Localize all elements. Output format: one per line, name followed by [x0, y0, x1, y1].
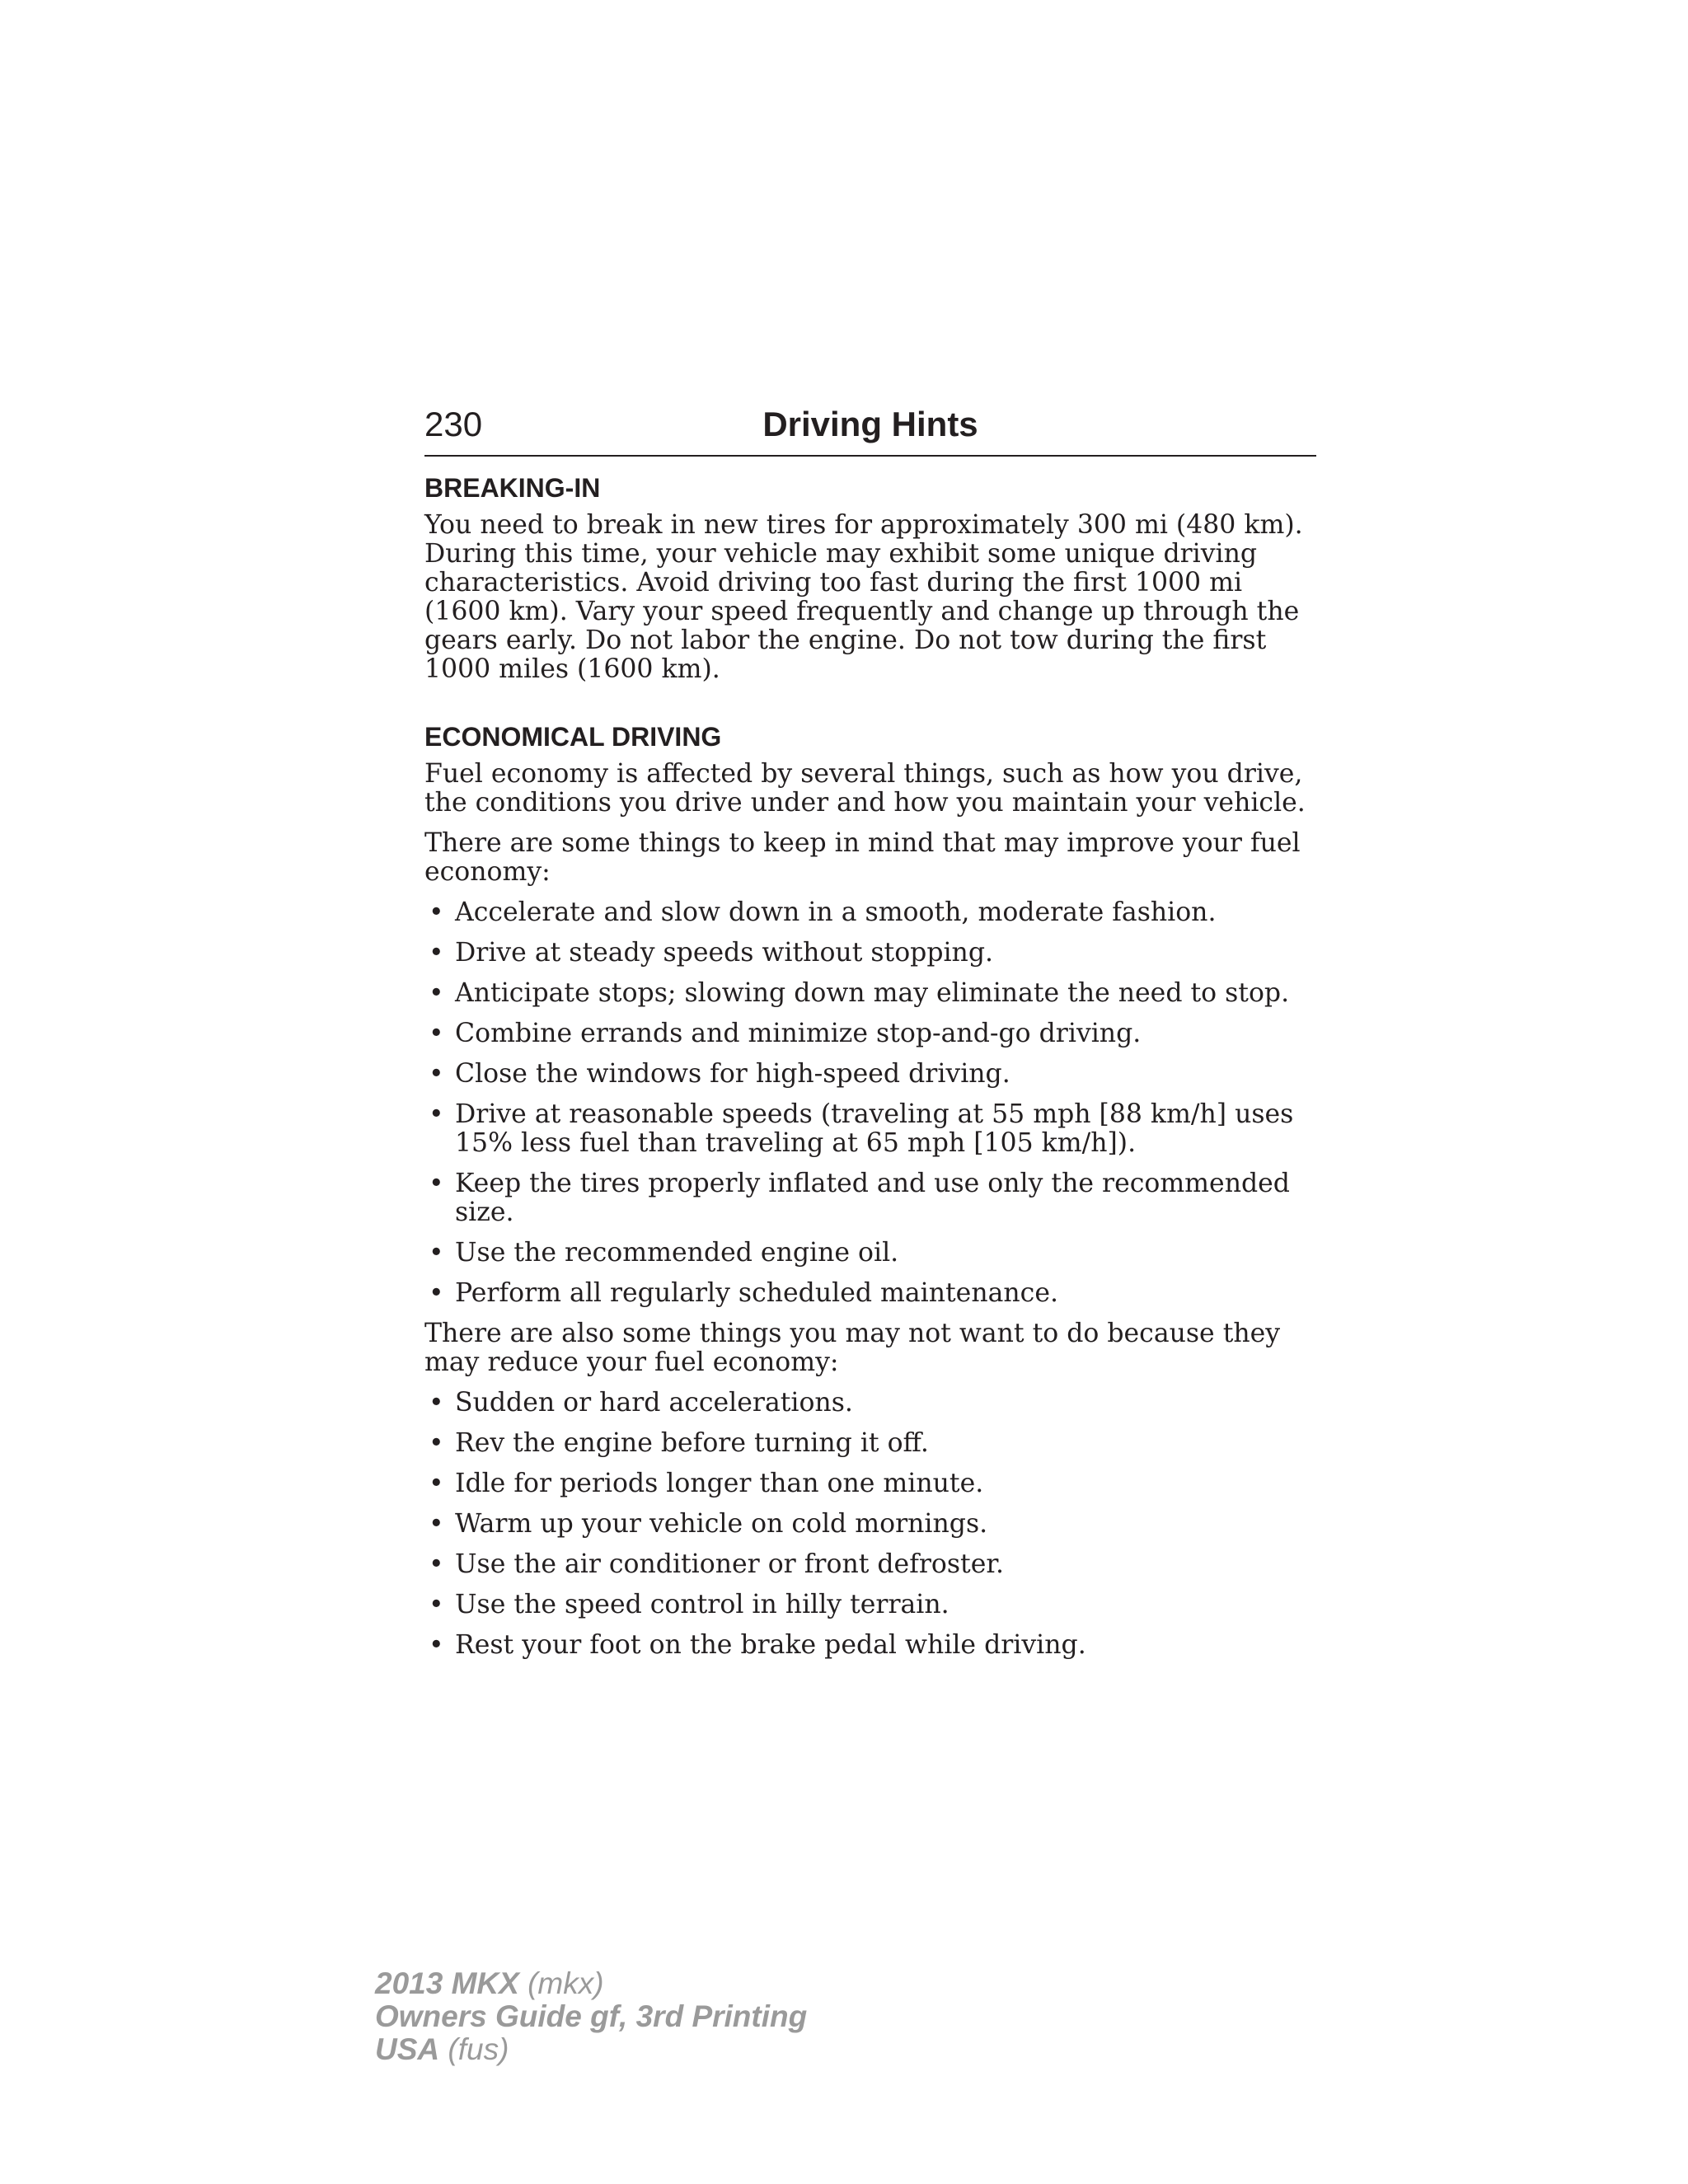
list-item: • Use the air conditioner or front defroster.	[424, 1550, 1323, 1579]
avoid-intro-paragraph: There are also some things you may not want to do because they may reduce your fuel economy:	[424, 1319, 1281, 1377]
footer-region-code: (fus)	[448, 2032, 509, 2066]
page-header	[424, 404, 1316, 457]
list-item: • Use the recommended engine oil.	[424, 1239, 1323, 1268]
list-item: • Rev the engine before turning it off.	[424, 1429, 1323, 1458]
page-content	[424, 471, 1323, 1671]
list-item: • Warm up your vehicle on cold mornings.	[424, 1510, 1323, 1539]
improve-list	[424, 898, 1323, 1308]
footer-line-guide	[375, 2000, 807, 2033]
page-number: 230	[424, 405, 483, 443]
section-heading-economical-driving: ECONOMICAL DRIVING	[424, 722, 722, 752]
list-item: • Drive at reasonable speeds (traveling at 55 mph [88 km/h] uses 15% less fuel than traveling at 65 mph [105 km/h]).	[424, 1100, 1323, 1158]
economical-intro-paragraph: Fuel economy is affected by several things, such as how you drive, the conditions you drive under and how you maintain your vehicle.	[424, 759, 1306, 818]
footer-model: 2013 MKX	[375, 1966, 519, 2000]
improve-intro-paragraph: There are some things to keep in mind that may improve your fuel economy:	[424, 828, 1301, 887]
list-item: • Combine errands and minimize stop-and-go driving.	[424, 1019, 1323, 1048]
footer-region: USA	[375, 2032, 440, 2066]
footer-guide: Owners Guide gf, 3rd Printing	[375, 1999, 808, 2033]
footer-line-model	[375, 1967, 807, 2000]
avoid-list	[424, 1389, 1323, 1660]
print-footer	[375, 1967, 807, 2066]
list-item: • Keep the tires properly inflated and use only the recommended size.	[424, 1169, 1323, 1227]
footer-model-code: (mkx)	[528, 1966, 604, 2000]
list-item: • Close the windows for high-speed driving.	[424, 1060, 1323, 1089]
footer-line-region	[375, 2033, 807, 2066]
list-item: • Use the speed control in hilly terrain.	[424, 1591, 1323, 1619]
section-heading-breaking-in: BREAKING-IN	[424, 473, 601, 503]
list-item: • Perform all regularly scheduled maintenance.	[424, 1279, 1323, 1308]
chapter-title: Driving Hints	[762, 405, 978, 443]
list-item: • Drive at steady speeds without stopping.	[424, 939, 1323, 968]
list-item: • Anticipate stops; slowing down may eliminate the need to stop.	[424, 979, 1323, 1008]
breaking-in-paragraph: You need to break in new tires for approximately 300 mi (480 km). During this time, your vehicle may exhibit some unique driving characteristics. Avoid driving too fast during the first 1000 mi (1600 km). Vary your speed frequently and change up through the gears early. Do not labor the engine. Do not tow during the first 1000 miles (1600 km).	[424, 510, 1303, 684]
list-item: • Accelerate and slow down in a smooth, moderate fashion.	[424, 898, 1323, 927]
list-item: • Rest your foot on the brake pedal while driving.	[424, 1631, 1323, 1660]
list-item: • Sudden or hard accelerations.	[424, 1389, 1323, 1418]
list-item: • Idle for periods longer than one minute.	[424, 1469, 1323, 1498]
